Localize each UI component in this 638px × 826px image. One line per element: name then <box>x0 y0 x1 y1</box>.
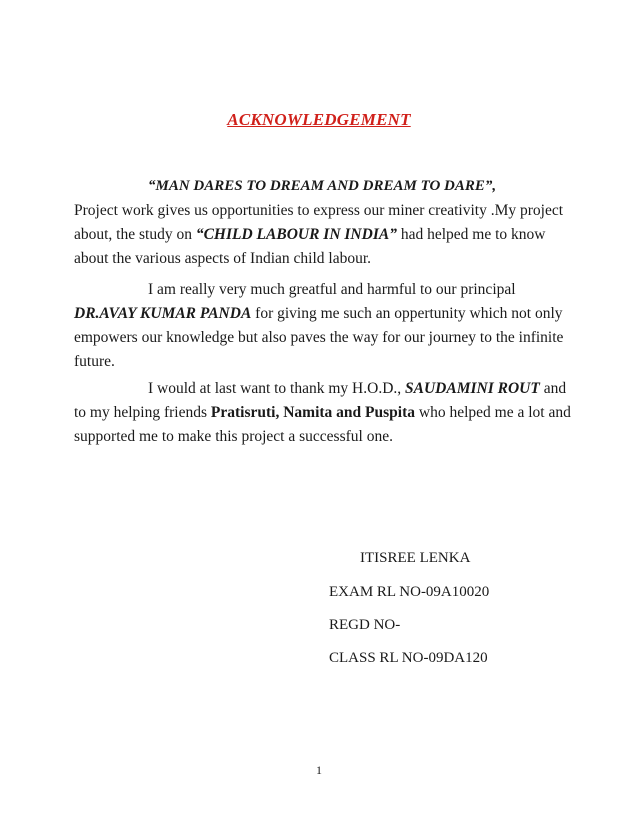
registration-number: REGD NO- <box>329 617 401 633</box>
intro-text-2: had helped me to know about the various aspects of Indian child labour. <box>74 226 546 267</box>
exam-roll-number: EXAM RL NO-09A10020 <box>329 584 490 600</box>
page-title: ACKNOWLEDGEMENT <box>227 110 411 129</box>
principal-text-1: I am really very much greatful and harmful to our principal <box>148 281 516 298</box>
hod-name: SAUDAMINI ROUT <box>405 380 540 397</box>
signature-name: ITISREE LENKA <box>360 550 471 566</box>
quote-line: “MAN DARES TO DREAM AND DREAM TO DARE”, <box>148 178 497 194</box>
friends-names: Pratisruti, Namita and Puspita <box>210 404 415 421</box>
hod-text-1: I would at last want to thank my H.O.D., <box>148 380 406 397</box>
project-topic: “CHILD LABOUR IN INDIA” <box>195 226 397 243</box>
page-number: 1 <box>316 763 322 777</box>
principal-text-2: for giving me such an oppertunity which not only empowers our knowledge but also paves the way for our journey to the infinite future. <box>74 305 564 370</box>
hod-text-3: who helped me a lot and supported me to make this project a successful one. <box>74 404 571 445</box>
class-roll-number: CLASS RL NO-09DA120 <box>329 650 488 666</box>
paragraph-intro <box>74 199 574 271</box>
paragraph-hod <box>74 377 574 449</box>
hod-text-2: and to my helping friends <box>74 380 567 421</box>
intro-text-1: Project work gives us opportunities to express our miner creativity .My project about, the study on <box>74 202 564 243</box>
principal-name: DR.AVAY KUMAR PANDA <box>74 305 252 322</box>
paragraph-principal <box>74 278 574 374</box>
